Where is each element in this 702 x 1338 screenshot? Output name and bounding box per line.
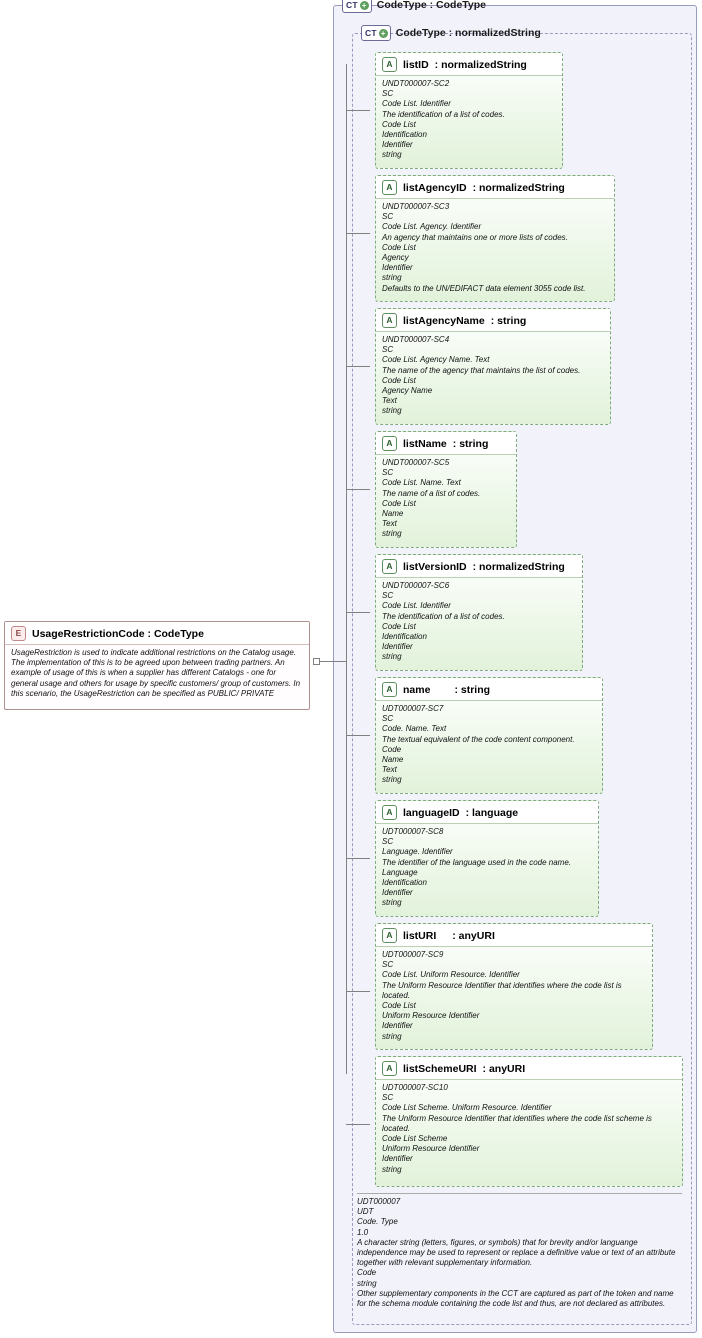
connector-branch bbox=[346, 991, 370, 992]
connector-branch bbox=[346, 489, 370, 490]
attribute-name: name bbox=[403, 683, 431, 696]
attribute-listagencyname[interactable] bbox=[375, 308, 611, 425]
attribute-listversionid[interactable] bbox=[375, 554, 583, 671]
doc-line: Code bbox=[357, 1268, 377, 1278]
type-documentation bbox=[357, 1193, 682, 1309]
attribute-type: : normalizedString bbox=[434, 58, 527, 71]
doc-line: Other supplementary components in the CCT are captured as part of the token and name for the schema module containing the code list and thus, are not declared as attributes. bbox=[357, 1288, 674, 1309]
element-usagerestrictioncode[interactable] bbox=[4, 621, 310, 710]
attribute-badge-icon: A bbox=[382, 436, 397, 451]
complextype-codetype-header bbox=[342, 0, 486, 13]
attribute-header bbox=[376, 678, 602, 701]
complextype-codetype-title: CodeType : CodeType bbox=[376, 0, 487, 11]
connector-branch bbox=[346, 366, 370, 367]
attribute-header bbox=[376, 555, 582, 578]
connector-branch bbox=[346, 612, 370, 613]
element-badge-icon: E bbox=[11, 626, 26, 641]
element-documentation: UsageRestriction is used to indicate additional restrictions on the Catalog usage. The implementation of this is to be agreed upon between trading partners. An example of usage of this is when a supplier has different Catalogs - one for general usage and others for usage by specific customers/ group of customers. In this scenario, the UsageRestriction can be specified as PUBLIC/ PRIVATE bbox=[5, 645, 309, 704]
attribute-header bbox=[376, 432, 516, 455]
doc-line: string bbox=[357, 1278, 377, 1288]
connector-branch bbox=[346, 1124, 370, 1125]
expand-plus-icon[interactable]: + bbox=[379, 29, 388, 38]
connector-branch bbox=[346, 110, 370, 111]
element-header bbox=[5, 622, 309, 645]
attribute-header bbox=[376, 53, 562, 76]
attribute-badge-icon: A bbox=[382, 682, 397, 697]
attribute-name: languageID bbox=[403, 806, 460, 819]
complextype-inner-title: CodeType : normalizedString bbox=[395, 27, 541, 39]
attribute-name: listSchemeURI bbox=[403, 1062, 477, 1075]
attribute-type: : anyURI bbox=[452, 929, 495, 942]
attribute-badge-icon: A bbox=[382, 928, 397, 943]
attribute-badge-icon: A bbox=[382, 805, 397, 820]
attribute-documentation: UDT000007-SC8 SC Language. Identifier The identifier of the language used in the code name. Language Identification Identifier string bbox=[382, 827, 572, 908]
attribute-documentation: UNDT000007-SC3 SC Code List. Agency. Identifier An agency that maintains one or more lists of codes. Code List Agency Identifier string Defaults to the UN/EDIFACT data element 3055 code list. bbox=[382, 202, 586, 293]
attribute-badge-icon: A bbox=[382, 1061, 397, 1076]
doc-line: UDT000007 bbox=[357, 1197, 401, 1206]
attribute-badge-icon: A bbox=[382, 57, 397, 72]
attribute-languageid[interactable] bbox=[375, 800, 599, 917]
attribute-name: listID bbox=[403, 58, 429, 71]
attribute-name[interactable] bbox=[375, 677, 603, 794]
attribute-name: listVersionID bbox=[403, 560, 467, 573]
attribute-listagencyid[interactable] bbox=[375, 175, 615, 302]
expand-plus-icon[interactable]: + bbox=[360, 1, 369, 10]
connector-trunk bbox=[346, 64, 347, 1074]
attribute-type: : string bbox=[452, 437, 489, 450]
connector-expand-stub[interactable] bbox=[313, 658, 320, 665]
doc-line: UDT bbox=[357, 1207, 374, 1217]
attribute-documentation: UNDT000007-SC5 SC Code List. Name. Text The name of a list of codes. Code List Name Text string bbox=[382, 458, 481, 539]
doc-line: Code. Type bbox=[357, 1217, 398, 1227]
connector-branch bbox=[346, 735, 370, 736]
attribute-listschemeuri[interactable] bbox=[375, 1056, 683, 1187]
complextype-inner-badge-icon: CT + bbox=[361, 25, 391, 41]
doc-line: A character string (letters, figures, or symbols) that for brevity and/or languange independence may be used to represent or replace a definitive value or text of an attribute together with relevant supplementary information. bbox=[357, 1237, 676, 1268]
attribute-type: : string bbox=[454, 683, 491, 696]
attribute-name: listURI bbox=[403, 929, 437, 942]
doc-line: 1.0 bbox=[357, 1227, 369, 1237]
attribute-documentation: UNDT000007-SC2 SC Code List. Identifier The identification of a list of codes. Code List Identification Identifier string bbox=[382, 79, 505, 160]
complextype-badge-icon: CT + bbox=[342, 0, 372, 13]
attribute-type: : normalizedString bbox=[472, 181, 565, 194]
attribute-header bbox=[376, 176, 614, 199]
documentation-divider bbox=[357, 1193, 682, 1194]
attribute-documentation: UDT000007-SC7 SC Code. Name. Text The textual equivalent of the code content component. Code Name Text string bbox=[382, 704, 575, 785]
attribute-name: listAgencyID bbox=[403, 181, 467, 194]
attribute-documentation: UDT000007-SC9 SC Code List. Uniform Resource. Identifier The Uniform Resource Identifier that identifies where the code list is located. Code List Uniform Resource Identifier Identifier string bbox=[382, 950, 622, 1041]
attribute-listuri[interactable] bbox=[375, 923, 653, 1050]
attribute-documentation: UDT000007-SC10 SC Code List Scheme. Uniform Resource. Identifier The Uniform Resource Identifier that identifies where the code list scheme is located. Code List Scheme Uniform Resource Identifier Identifier string bbox=[382, 1083, 652, 1174]
connector-branch bbox=[346, 858, 370, 859]
attribute-type: : anyURI bbox=[482, 1062, 526, 1075]
attribute-type: : string bbox=[490, 314, 527, 327]
attribute-listname[interactable] bbox=[375, 431, 517, 548]
connector-branch bbox=[346, 233, 370, 234]
attribute-name: listName bbox=[403, 437, 447, 450]
attribute-header bbox=[376, 309, 610, 332]
attribute-type: : normalizedString bbox=[472, 560, 565, 573]
attribute-header bbox=[376, 1057, 682, 1080]
element-title: UsageRestrictionCode : CodeType bbox=[32, 627, 204, 640]
attribute-badge-icon: A bbox=[382, 313, 397, 328]
attribute-header bbox=[376, 801, 598, 824]
attribute-type: : language bbox=[465, 806, 519, 819]
attribute-documentation: UNDT000007-SC4 SC Code List. Agency Name. Text The name of the agency that maintains the list of codes. Code List Agency Name Text string bbox=[382, 335, 581, 416]
attribute-listid[interactable] bbox=[375, 52, 563, 169]
attribute-name: listAgencyName bbox=[403, 314, 485, 327]
complextype-inner-header bbox=[361, 25, 541, 41]
attribute-badge-icon: A bbox=[382, 180, 397, 195]
attribute-documentation: UNDT000007-SC6 SC Code List. Identifier The identification of a list of codes. Code List Identification Identifier string bbox=[382, 581, 505, 662]
attribute-badge-icon: A bbox=[382, 559, 397, 574]
attribute-header bbox=[376, 924, 652, 947]
